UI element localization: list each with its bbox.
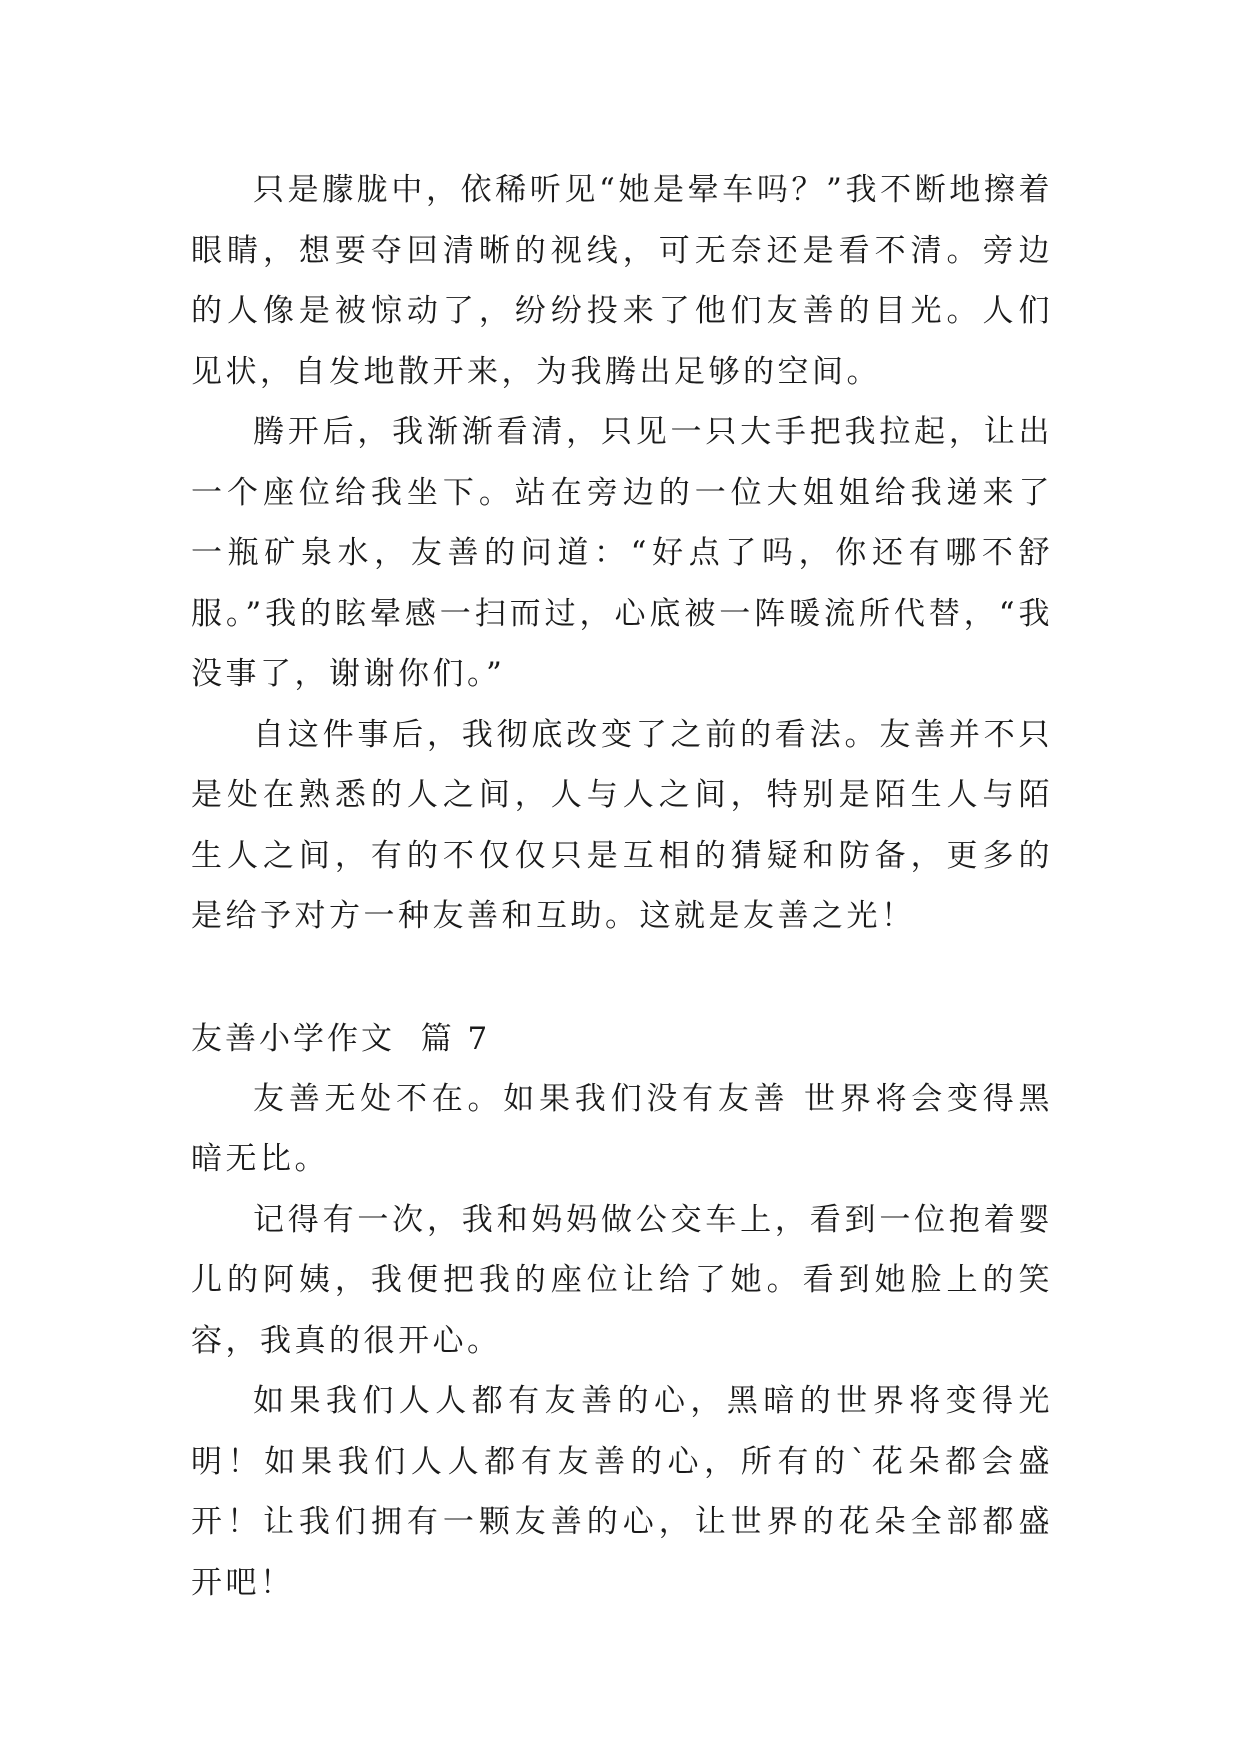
- paragraph: 腾开后，我渐渐看清，只见一只大手把我拉起，让出一个座位给我坐下。站在旁边的一位大姐姐给我递来了一瓶矿泉水，友善的问道：“好点了吗，你还有哪不舒服。”我的眩晕感一扫而过，心底被一阵暖流所代替，“我没事了，谢谢你们。”: [191, 414, 1053, 692]
- paragraph: 只是朦胧中，依稀听见“她是晕车吗？”我不断地擦着眼睛，想要夺回清晰的视线，可无奈还是看不清。旁边的人像是被惊动了，纷纷投来了他们友善的目光。人们见状，自发地散开来，为我腾出足够的空间。: [191, 172, 1053, 390]
- paragraph: 记得有一次，我和妈妈做公交车上，看到一位抱着婴儿的阿姨，我便把我的座位让给了她。看到她脸上的笑容，我真的很开心。: [191, 1201, 1053, 1359]
- section-heading: 友善小学作文 篇 7: [191, 1020, 491, 1057]
- paragraph: 如果我们人人都有友善的心，黑暗的世界将变得光明！如果我们人人都有友善的心，所有的`花朵都会盛开！让我们拥有一颗友善的心，让世界的花朵全部都盛开吧！: [191, 1383, 1053, 1601]
- section-continued: [191, 160, 1053, 947]
- document-body: [191, 160, 1053, 1613]
- paragraph: 友善无处不在。如果我们没有友善 世界将会变得黑暗无比。: [191, 1080, 1053, 1177]
- paragraph: 自这件事后，我彻底改变了之前的看法。友善并不只是处在熟悉的人之间，人与人之间，特别是陌生人与陌生人之间，有的不仅仅只是互相的猜疑和防备，更多的是给予对方一种友善和互助。这就是友善之光！: [191, 716, 1053, 934]
- section-7: [191, 1009, 1053, 1614]
